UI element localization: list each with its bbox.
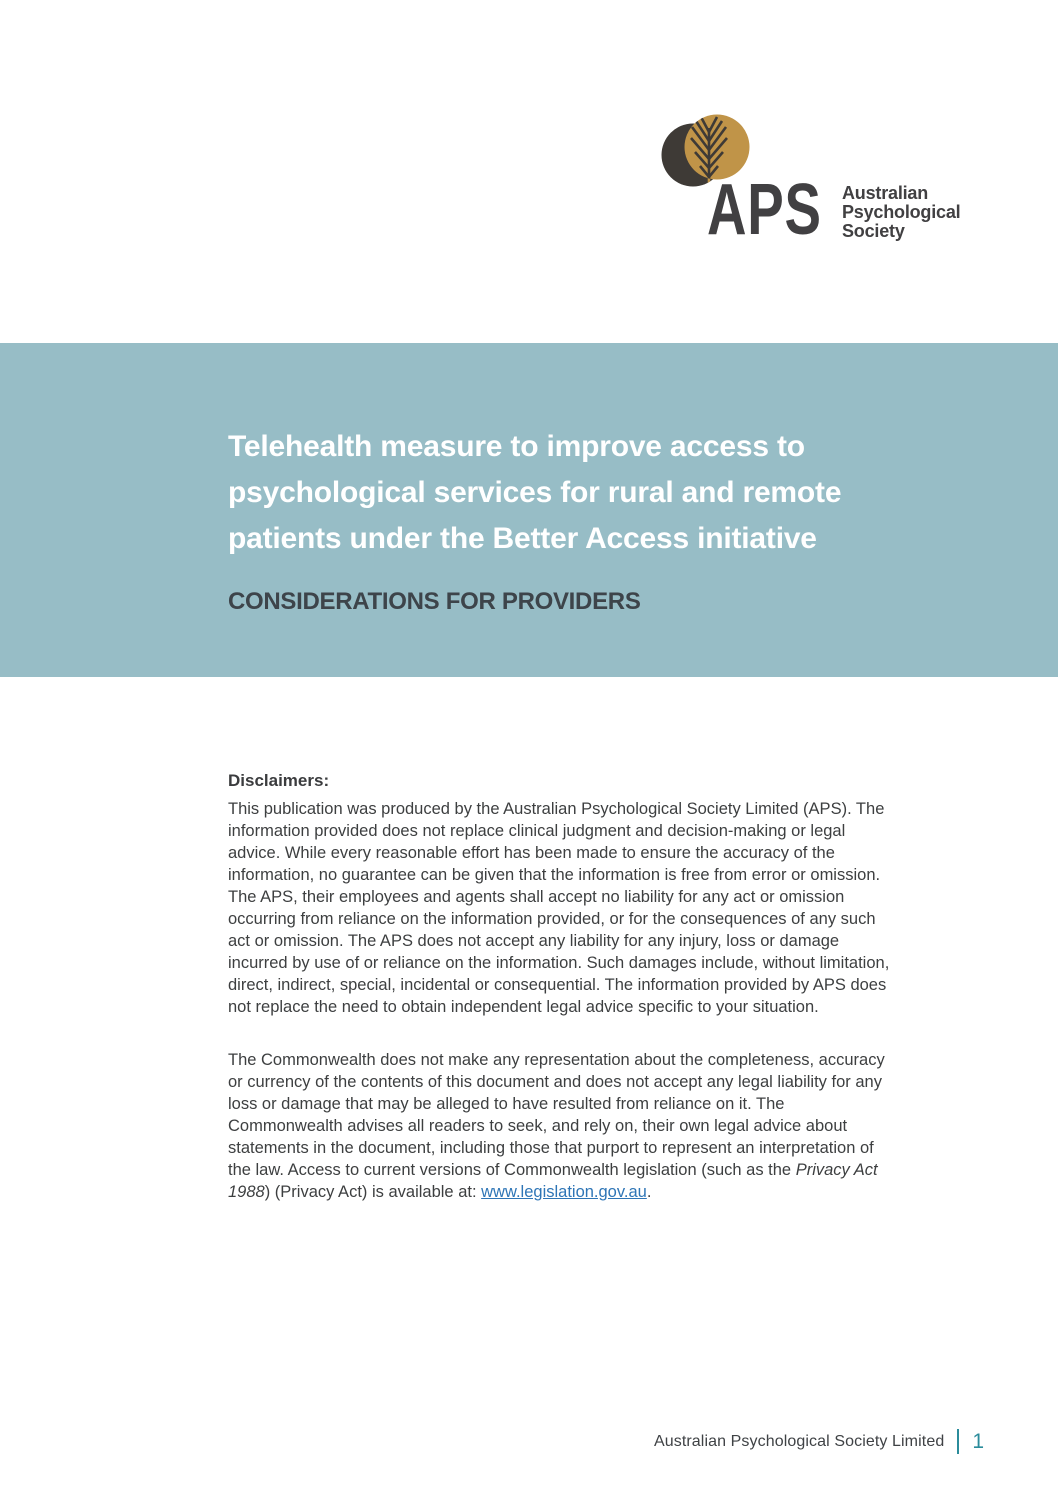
disclaimers-heading: Disclaimers: (228, 771, 330, 790)
aps-logo-org-name (842, 184, 960, 241)
disclaimer-p2-period: . (646, 1183, 652, 1201)
aps-logo-acronym: APS (707, 170, 822, 250)
page-number: 1 (972, 1429, 984, 1453)
footer-org-name: Australian Psychological Society Limited (653, 1432, 945, 1450)
logo-org-line-2: Psychological (842, 202, 961, 222)
document-subtitle: CONSIDERATIONS FOR PROVIDERS (228, 588, 641, 615)
footer-divider (957, 1429, 959, 1454)
document-title-line-3: patients under the Better Access initiative (228, 522, 817, 555)
logo-org-line-1: Australian (842, 183, 929, 203)
disclaimer-paragraph-2 (228, 1049, 892, 1203)
document-title-line-1: Telehealth measure to improve access to (228, 430, 805, 463)
logo-org-line-3: Society (842, 221, 905, 241)
disclaimer-p2-text: The Commonwealth does not make any representation about the completeness, accuracy or currency of the contents of this document and does not accept any legal liability for any loss or damage that may be alleged to have resulted from reliance on it. The Commonwealth advises all readers to seek, and rely on, their own legal advice about statements in the document, including those that purport to represent an interpretation of the law. Access to current versions of Commonwealth legislation (such as the (228, 1051, 885, 1179)
disclaimer-p2-text-after: ) (Privacy Act) is available at: (264, 1183, 482, 1201)
document-title-line-2: psychological services for rural and remote (228, 476, 842, 509)
document-title (228, 424, 841, 562)
disclaimer-paragraph-1: This publication was produced by the Australian Psychological Society Limited (APS). The information provided does not replace clinical judgment and decision-making or legal advice. While every reasonable effort has been made to ensure the accuracy of the information, no guarantee can be given that the information is free from error or omission. The APS, their employees and agents shall accept no liability for any act or omission occurring from reliance on the information provided, or for the consequences of any such act or omission. The APS does not accept any liability for any injury, loss or damage incurred by use of or reliance on the information. Such damages include, without limitation, direct, indirect, special, incidental or consequential. The information provided by APS does not replace the need to obtain independent legal advice specific to your situation. (228, 800, 890, 1016)
privacy-act-italic: Privacy Act 1988 (228, 1161, 878, 1201)
page-footer (654, 1428, 984, 1455)
legislation-link[interactable]: www.legislation.gov.au (481, 1183, 647, 1201)
